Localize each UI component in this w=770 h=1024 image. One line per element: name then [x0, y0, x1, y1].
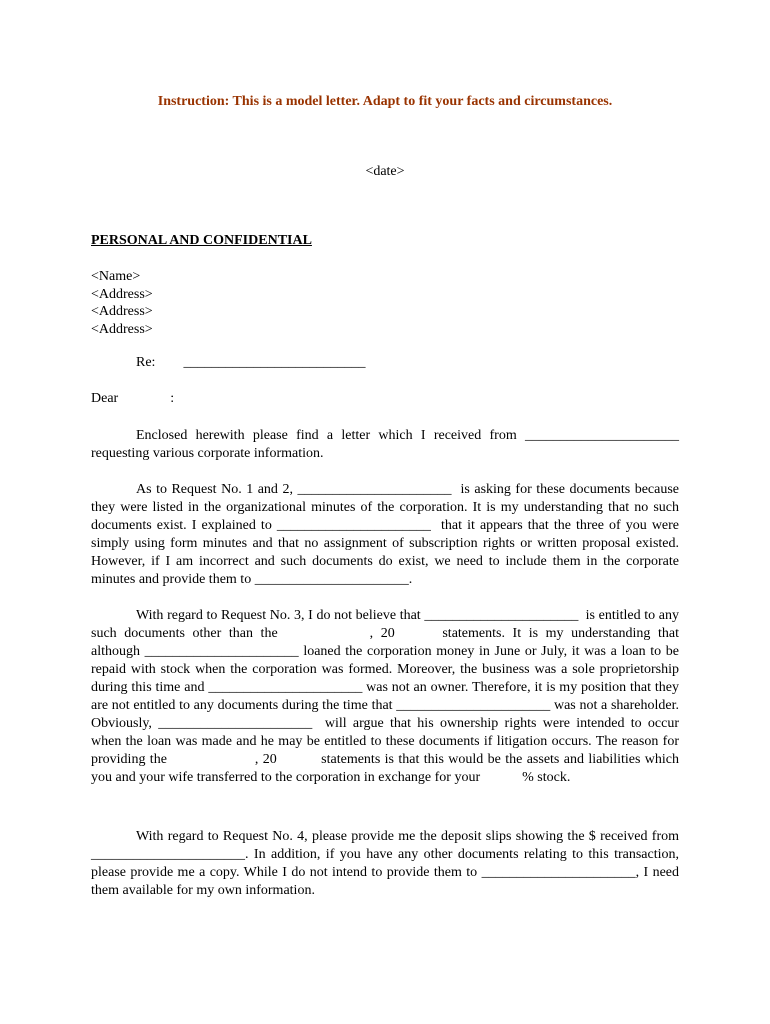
p1-text-a: Enclosed herewith please find a letter which I received from	[136, 428, 517, 443]
p3-text-h: will argue that his ownership rights were intended to occur when the loan was made and he may be entitled to these documents if litigation occurs. The reason for providing the	[91, 716, 680, 767]
salutation-colon: :	[170, 391, 175, 406]
recipient-name: <Name>	[91, 269, 141, 284]
p3-text-e: loaned the corporation money in June or July, it was a loan to be repaid with stock when the corporation was formed. Moreover, the business was a sole proprietorship during this time and	[91, 644, 680, 695]
instruction-note: Instruction: This is a model letter. Adapt to fit your facts and circumstances.	[157, 94, 613, 109]
p2-text-c: that it appears that the three of you were simply using form minutes and that no assignment of subscription rights or written proposal existed. However, if I am incorrect and such documents do exist, we need to include them in the corporate minutes and provide them to	[91, 518, 680, 587]
p3-blank-5: ______________________	[158, 716, 313, 731]
p3-text-j: statements is that this would be the assets and liabilities which you and your wife transferred to the corporation in exchange for your	[91, 752, 680, 785]
recipient-address-line-1: <Address>	[91, 286, 153, 302]
date-placeholder: <date>	[365, 164, 405, 179]
p3-text-i: , 20	[254, 752, 277, 767]
p2-blank-3: ______________________	[254, 572, 409, 587]
re-blank: __________________________	[183, 355, 366, 370]
p1-text-b: requesting various corporate information.	[91, 446, 324, 461]
paragraph-enclosed-letter	[91, 427, 679, 463]
p3-blank-1: ______________________	[424, 608, 579, 623]
p1-blank-1: ______________________	[525, 428, 679, 443]
p3-blank-2: ______________________	[144, 644, 299, 659]
p3-text-b: is entitled to any such documents other than the	[91, 608, 680, 641]
p4-text-b: received from	[600, 829, 679, 844]
paragraph-request-4	[91, 828, 679, 900]
paragraph-request-1-2	[91, 481, 679, 589]
re-line	[136, 355, 365, 371]
p3-text-d: statements. It is my understanding that although	[91, 626, 680, 659]
recipient-address-block	[91, 268, 153, 338]
p2-text-d: .	[408, 572, 413, 587]
p2-blank-2: ______________________	[276, 518, 431, 533]
salutation-word: Dear	[91, 391, 119, 406]
p4-text-c: . In addition, if you have any other documents relating to this transaction, please provide me a copy. While I do not intend to provide them to	[91, 847, 679, 880]
p4-blank-2: ______________________	[481, 865, 636, 880]
p4-blank-1: ______________________	[91, 847, 245, 862]
p3-text-f: was not an owner. Therefore, it is my position that they are not entitled to any documents during the time that	[91, 680, 679, 713]
p3-blank-3: ______________________	[208, 680, 363, 695]
p2-text-b: is asking for these documents because they were listed in the organizational minutes of the corporation. It is my understanding that no such documents exist. I explained to	[91, 482, 679, 533]
p4-text-d: , I need them available for my own information.	[91, 865, 679, 898]
p3-blank-4: ______________________	[396, 698, 551, 713]
p2-blank-1: ______________________	[297, 482, 452, 497]
p3-text-c: , 20	[369, 626, 395, 641]
recipient-address-line-3: <Address>	[91, 321, 153, 337]
p2-text-a: As to Request No. 1 and 2,	[136, 482, 293, 497]
p3-text-a: With regard to Request No. 3, I do not believe that	[136, 608, 421, 623]
paragraph-request-3	[91, 607, 679, 787]
confidential-heading: PERSONAL AND CONFIDENTIAL	[91, 233, 312, 248]
p4-text-a: With regard to Request No. 4, please provide me the deposit slips showing the $	[136, 829, 596, 844]
re-label: Re:	[136, 355, 156, 370]
p3-text-g: was not a shareholder. Obviously,	[91, 698, 679, 731]
recipient-address-line-2: <Address>	[91, 304, 153, 319]
salutation	[91, 391, 174, 407]
p3-text-k: % stock.	[522, 770, 571, 785]
